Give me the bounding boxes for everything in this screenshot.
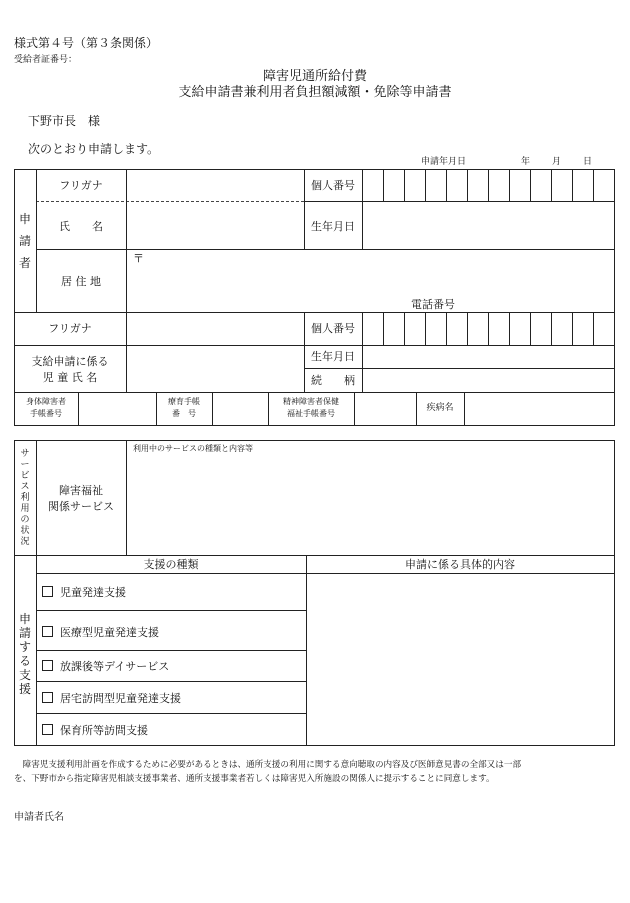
support-option-child-development[interactable] <box>42 584 126 600</box>
service-label-char: ス <box>20 482 30 492</box>
applicant-birth-field[interactable] <box>363 202 613 248</box>
support-option-nursery-visit-support[interactable] <box>42 722 148 738</box>
service-label-char: の <box>20 515 30 525</box>
child-birth-label: 生年月日 <box>311 350 355 363</box>
mental-handbook-label-line2: 福祉手帳番号 <box>287 409 335 418</box>
consent-text-line1: 障害児支援利用計画を作成するために必要があるときは、通所支援の利用に関する意向聴取の内容及び医師意見書の全部又は一部 <box>14 760 522 770</box>
support-option-home-visit-development[interactable] <box>42 690 181 706</box>
support-option-label: 医療型児童発達支援 <box>60 626 159 639</box>
service-label-char: サ <box>20 449 30 459</box>
intro-text: 次のとおり申請します。 <box>28 142 160 156</box>
consent-text-line2: を、下野市から指定障害児相談支援事業者、通所支援事業者若しくは障害児入所施設の関係人に提示することに同意します。 <box>14 774 495 784</box>
form-title-line2: 支給申請書兼利用者負担額減額・免除等申請書 <box>178 85 452 100</box>
service-label-char: ー <box>20 460 30 470</box>
support-option-label: 児童発達支援 <box>60 586 126 599</box>
ryoiku-handbook-label-line1: 療育手帳 <box>168 397 200 406</box>
phone-label: 電話番号 <box>411 298 455 311</box>
date-label: 申請年月日 <box>421 157 467 167</box>
physical-handbook-label-line2: 手帳番号 <box>30 409 62 418</box>
child-birth-field[interactable] <box>363 346 613 367</box>
date-year: 年 <box>521 157 531 167</box>
support-label-char: 支 <box>18 668 31 682</box>
applicant-address-label: 居 住 地 <box>61 275 101 288</box>
applicant-section-label <box>14 169 36 312</box>
disease-label: 疾病名 <box>426 403 454 413</box>
addressee: 下野市長 様 <box>28 114 101 128</box>
applicant-label-char: 請 <box>18 234 31 248</box>
service-label-char: 用 <box>20 504 30 514</box>
welfare-service-label-line2: 関係サービス <box>48 500 114 513</box>
support-option-label: 保育所等訪問支援 <box>60 724 148 737</box>
support-detail-header: 申請に係る具体的内容 <box>405 558 515 571</box>
service-status-section-label <box>14 440 36 555</box>
child-id-field[interactable] <box>363 313 613 344</box>
mental-handbook-field[interactable] <box>355 393 415 424</box>
service-content-field[interactable] <box>127 456 613 554</box>
support-section-label <box>14 556 36 745</box>
ryoiku-handbook-field[interactable] <box>213 393 267 424</box>
form-title-line1: 障害児通所給付費 <box>262 69 367 84</box>
service-note: 利用中のサービスの種類と内容等 <box>133 444 253 453</box>
date-month: 月 <box>552 157 562 167</box>
applicant-label-char: 申 <box>18 212 31 226</box>
applicant-address-field[interactable] <box>127 250 614 296</box>
support-type-header: 支援の種類 <box>143 558 199 571</box>
physical-handbook-label-line1: 身体障害者 <box>26 397 66 406</box>
checkbox-icon[interactable] <box>42 626 53 637</box>
child-furigana-field[interactable] <box>127 313 303 344</box>
applicant-id-label: 個人番号 <box>311 179 355 192</box>
support-option-label: 放課後等デイサービス <box>60 660 170 673</box>
support-label-char: る <box>18 654 31 668</box>
child-furigana-label: フリガナ <box>48 322 92 335</box>
welfare-service-label-line1: 障害福祉 <box>59 484 103 497</box>
support-detail-field[interactable] <box>307 574 613 744</box>
disease-field[interactable] <box>465 393 613 424</box>
applicant-furigana-field[interactable] <box>127 170 303 200</box>
applicant-name-field[interactable] <box>127 203 303 248</box>
checkbox-icon[interactable] <box>42 692 53 703</box>
child-relation-field[interactable] <box>363 369 613 391</box>
support-option-medical-child-development[interactable] <box>42 624 159 640</box>
child-name-field[interactable] <box>127 346 303 391</box>
applicant-name-label: 氏 名 <box>59 220 103 233</box>
service-label-char: 況 <box>20 537 30 547</box>
checkbox-icon[interactable] <box>42 660 53 671</box>
mental-handbook-label-line1: 精神障害者保健 <box>283 397 339 406</box>
support-label-char: 申 <box>18 612 31 626</box>
support-label-char: 請 <box>18 626 31 640</box>
checkbox-icon[interactable] <box>42 586 53 597</box>
child-relation-label: 続 柄 <box>311 374 355 387</box>
physical-handbook-field[interactable] <box>79 393 155 424</box>
ryoiku-handbook-label-line2: 番 号 <box>172 409 196 418</box>
service-label-char: 状 <box>20 526 30 536</box>
date-day: 日 <box>583 157 593 167</box>
child-id-label: 個人番号 <box>311 322 355 335</box>
recipient-cert-label: 受給者証番号： <box>14 55 78 65</box>
child-name-label-line1: 支給申請に係る <box>31 355 109 368</box>
applicant-birth-label: 生年月日 <box>311 220 355 233</box>
applicant-label-char: 者 <box>18 256 31 270</box>
postal-mark: 〒 <box>133 252 144 265</box>
support-option-label: 居宅訪問型児童発達支援 <box>60 692 181 705</box>
applicant-furigana-label: フリガナ <box>59 179 103 192</box>
applicant-id-field[interactable] <box>363 170 613 200</box>
service-label-char: 利 <box>20 493 30 503</box>
signature-field[interactable] <box>70 808 370 828</box>
checkbox-icon[interactable] <box>42 724 53 735</box>
support-label-char: す <box>18 640 31 654</box>
support-label-char: 援 <box>18 682 31 696</box>
support-option-after-school-day-service[interactable] <box>42 658 169 674</box>
form-number: 様式第４号（第３条関係） <box>14 36 159 50</box>
service-label-char: ビ <box>20 471 30 481</box>
signature-label: 申請者氏名 <box>14 812 64 823</box>
child-name-label-line2: 児 童 氏 名 <box>42 371 98 384</box>
